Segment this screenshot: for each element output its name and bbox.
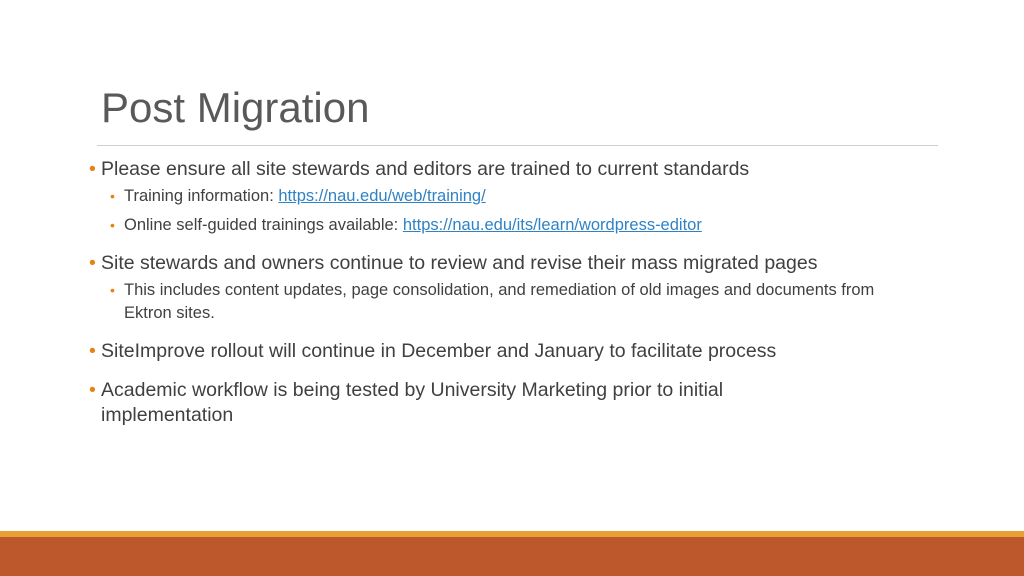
sub-bullet-text: Online self-guided trainings available: — [124, 216, 403, 234]
footer-bar — [0, 537, 1024, 576]
sub-bullet-icon: • — [110, 217, 115, 233]
bullet-group — [89, 251, 909, 325]
bullet-item — [89, 157, 909, 182]
bullet-group — [89, 157, 909, 237]
sub-bullet-text: Training information: — [124, 187, 279, 205]
sub-bullet-item — [89, 279, 924, 325]
bullet-group — [89, 378, 829, 428]
sub-bullet-icon: • — [110, 282, 115, 298]
bullet-icon: • — [89, 379, 96, 401]
bullet-text: Please ensure all site stewards and editors are trained to current standards — [101, 158, 750, 180]
bullet-text: Academic workflow is being tested by University Marketing prior to initial implementation — [101, 379, 724, 426]
bullet-icon: • — [89, 340, 96, 362]
bullet-text: Site stewards and owners continue to review and revise their mass migrated pages — [101, 252, 818, 274]
bullet-icon: • — [89, 252, 96, 274]
bullet-item — [89, 378, 829, 428]
bullet-item — [89, 251, 909, 276]
bullet-text: SiteImprove rollout will continue in December and January to facilitate process — [101, 340, 777, 362]
training-link[interactable]: https://nau.edu/web/training/ — [278, 187, 486, 205]
sub-bullet-list — [89, 185, 909, 237]
sub-bullet-list — [89, 279, 909, 325]
wordpress-editor-link[interactable]: https://nau.edu/its/learn/wordpress-editor — [402, 216, 702, 234]
sub-bullet-icon: • — [110, 188, 115, 204]
bullet-group — [89, 339, 909, 364]
bullet-icon: • — [89, 158, 96, 180]
sub-bullet-item — [89, 185, 884, 208]
sub-bullet-item — [89, 214, 884, 237]
title-divider — [97, 145, 938, 146]
sub-bullet-text: This includes content updates, page consolidation, and remediation of old images and documents from Ektron sites. — [124, 281, 875, 322]
slide-content — [89, 157, 909, 428]
slide-title: Post Migration — [101, 84, 370, 131]
bullet-item — [89, 339, 909, 364]
